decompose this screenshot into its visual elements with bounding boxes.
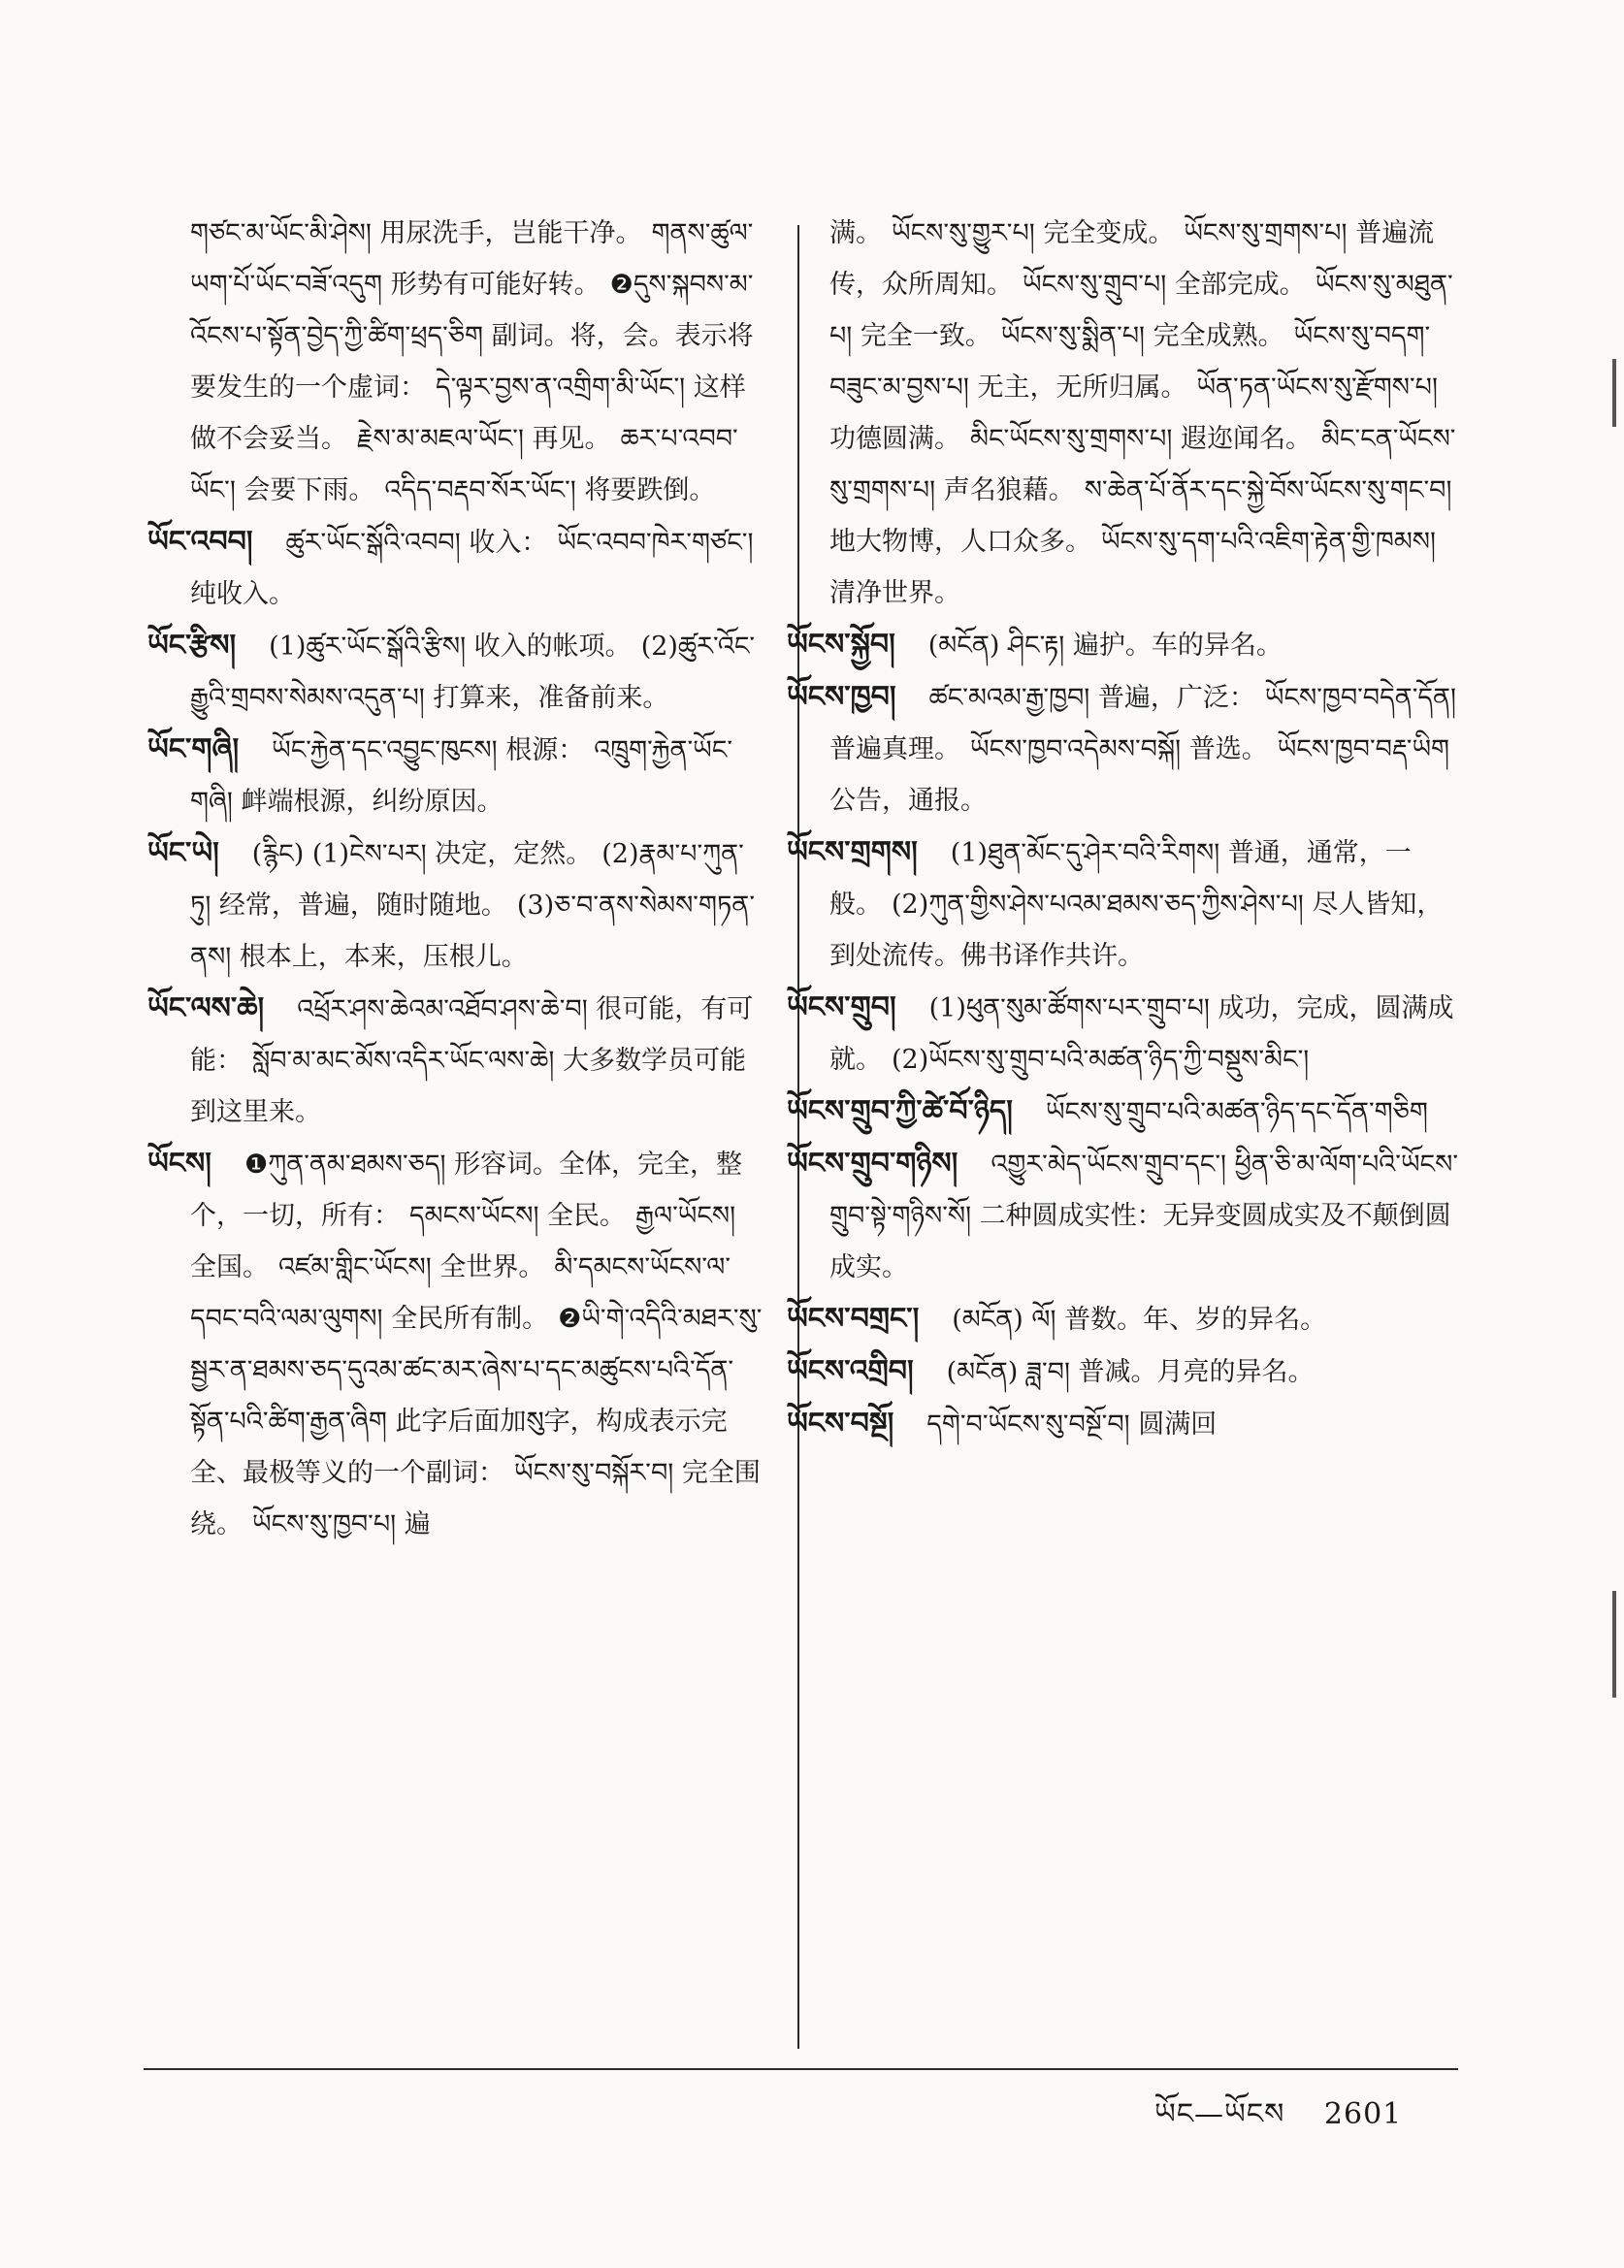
entry-headword: ཡོང་ལས་ཆེ། — [147, 991, 265, 1025]
dictionary-entry — [147, 1138, 763, 1550]
dictionary-entry — [787, 1345, 1460, 1398]
entry-definition-segment: ཡོང་འབབ་ཁེར་གཙང་། 纯收入。 — [190, 528, 754, 609]
entry-definition-segment: (2)རྣམ་པ་ཀུན་ཏུ། 经常，普遍，随时随地。 — [190, 839, 744, 921]
entry-definition-segment: ཡོངས་ཁྱབ་བདེན་དོན། 普遍真理。 — [829, 683, 1457, 764]
entry-definition-segment: (2)ཡོངས་སུ་གྲུབ་པའི་མཚན་ཉིད་ཀྱི་བསྡུས་མིང་། — [892, 1045, 1310, 1075]
entry-definition-segment: (མངོན) ཟླ་བ། 普减。月亮的异名。 — [946, 1357, 1315, 1387]
entry-definition-segment: (རྙིང) (1)ངེས་པར། 决定，定然。 — [251, 839, 593, 869]
dictionary-entry — [787, 982, 1460, 1085]
entry-headword: ཡོང་གཞི། — [147, 732, 240, 766]
dictionary-entry — [787, 1085, 1460, 1138]
entry-definition-segment: རྒྱལ་ཡོངས། 全国。 — [190, 1201, 736, 1282]
entry-definition-segment: ཡོངས་ཁྱབ་འདེམས་བསྐོ། 普选。 — [970, 734, 1268, 764]
entry-definition-segment: (1)ཚུར་ཡོང་སྒོའི་རྩིས། 收入的帐项。 — [269, 632, 632, 662]
entry-definition-segment: (མངོན) ཤིང་རྟ། 遍护。车的异名。 — [927, 631, 1283, 661]
column-divider — [797, 225, 799, 2049]
entry-definition-segment: ཚང་མའམ་རྒྱ་ཁྱབ། 普遍，广泛： — [928, 683, 1255, 713]
dictionary-entry — [147, 827, 763, 983]
entry-headword: ཡོངས་འགྲིབ། — [787, 1354, 914, 1388]
entry-headword: ཡོང་འབབ། — [147, 525, 253, 559]
entry-definition-segment: གཙང་མ་ཡོང་མི་ཤེས། 用尿洗手，岂能干净。 — [190, 218, 642, 248]
entry-definition-segment: (1)ཕུན་སུམ་ཚོགས་པར་གྲུབ་པ། 成功，完成，圆满成就。 — [829, 993, 1454, 1075]
dictionary-entry — [787, 671, 1460, 826]
entry-definition-segment: ཆར་པ་འབབ་ཡོང་། 会要下雨。 — [190, 424, 738, 505]
dictionary-entry — [147, 516, 763, 620]
entry-definition-segment: འགྱུར་མེད་ཡོངས་གྲུབ་དང་། ཕྱིན་ཅི་མ་ལོག་པའི་ཡོངས་གྲུབ་སྟེ་གཉིས་སོ། 二种圆成实性：无异变圆成实及不颠倒圆成实。 — [829, 1150, 1459, 1282]
entry-definition-segment: སློབ་མ་མང་མོས་འདིར་ཡོང་ལས་ཆེ། 大多数学员可能到这里来。 — [190, 1046, 746, 1127]
entry-definition-segment: མིང་ངན་ཡོངས་སུ་གྲགས་པ། 声名狼藉。 — [829, 424, 1456, 505]
entry-headword: ཡོངས་གྲགས། — [787, 835, 918, 869]
entry-definition-segment: དམངས་ཡོངས། 全民。 — [409, 1201, 627, 1231]
entry-definition-segment: རྗེས་མ་མཇལ་ཡོང་། 再见。 — [357, 424, 611, 454]
entry-definition-segment: ཡོངས་སུ་གྲུབ་པའི་མཚན་ཉིད་དང་དོན་གཅིག — [1045, 1097, 1428, 1127]
scan-margin-mark — [1612, 1591, 1616, 1698]
entry-definition-segment: ཡོངས་སུ་སྨིན་པ། 完全成熟。 — [1000, 321, 1284, 351]
dictionary-entry — [787, 826, 1460, 982]
entry-definition-segment: ཡོངས་ཁྱབ་བརྡ་ཡིག 公告，通报。 — [829, 734, 1450, 816]
entry-definition-segment: ཡོངས་སུ་བདག་བཟུང་མ་བྱས་པ། 无主，无所归属。 — [829, 321, 1431, 403]
entry-headword: ཡོངས་གྲུབ་ཀྱི་ཚེ་བོ་ཉིད། — [787, 1094, 1013, 1128]
dictionary-entry — [147, 983, 763, 1138]
entry-definition-segment: (1)ཐུན་མོང་དུ་ཤེར་བའི་རིགས། 普通，通常，一般。 — [829, 838, 1412, 920]
entry-definition-segment: (མངོན) ལོ། 普数。年、岁的异名。 — [952, 1305, 1327, 1335]
dictionary-entry — [787, 1293, 1460, 1345]
entry-definition-segment: ཡོངས་སུ་དག་པའི་འཇིག་རྟེན་གྱི་ཁམས། 清净世界。 — [829, 527, 1437, 608]
entry-definition-segment: ཡོན་ཏན་ཡོངས་སུ་རྫོགས་པ། 功德圆满。 — [829, 373, 1438, 454]
entry-definition-segment: 满。 — [829, 218, 882, 248]
entry-definition-segment: འཁྲུག་རྐྱེན་ཡོང་གཞི། 衅端根源，纠纷原因。 — [190, 735, 732, 817]
entry-definition-segment: ས་ཆེན་པོ་ནོར་དང་སྐྱེ་བོས་ཡོངས་སུ་གང་བ། 地大物博，人口众多。 — [829, 475, 1452, 557]
entry-definition-segment: འཕྲོར་ཤས་ཆེའམ་འཐོབ་ཤས་ཆེ་བ། 很可能，有可能： — [190, 994, 754, 1076]
entry-definition-segment: གནས་ཚུལ་ཡག་པོ་ཡོང་བཟོ་འདུག 形势有可能好转。 — [190, 218, 754, 300]
entry-definition-segment: མིང་ཡོངས་སུ་གྲགས་པ། 遐迩闻名。 — [970, 424, 1312, 454]
entry-headword: ཡོངས་བགྲང་། — [787, 1302, 920, 1336]
entry-definition-segment: ཡོང་རྐྱེན་དང་འབྱུང་ཁུངས། 根源： — [272, 735, 585, 765]
entry-definition-segment: དེ་ལྟར་བྱས་ན་འགྲིག་མི་ཡོང་། 这样做不会妥当。 — [190, 373, 746, 454]
entry-definition-segment: ❶ཀུན་ནམ་ཐམས་ཅད། 形容词。全体，完全，整个，一切，所有： — [190, 1150, 743, 1231]
dictionary-entry — [147, 620, 763, 724]
entry-headword: ཡོངས་སྐྱོབ། — [787, 628, 895, 662]
dictionary-entry — [787, 1398, 1460, 1450]
dictionary-entry — [829, 208, 1460, 619]
entry-definition-segment: འཛམ་གླིང་ཡོངས། 全世界。 — [278, 1252, 545, 1282]
entry-headword: ཡོངས་གྲུབ་གཉིས། — [787, 1147, 958, 1181]
entry-definition-segment: ❷དུས་སྐབས་མ་འོངས་པ་སྟོན་བྱེད་ཀྱི་ཚིག་ཕྲད་ཅིག 副词。将，会。表示将要发生的一个虚词： — [190, 270, 754, 403]
dictionary-entry — [147, 724, 763, 827]
page-footer — [1154, 2082, 1402, 2163]
entry-definition-segment: ཚུར་ཡོང་སྒོའི་འབབ། 收入： — [285, 528, 548, 558]
entry-definition-segment: ❷ཡི་གེ་འདིའི་མཐར་སུ་སྦྱར་ན་ཐམས་ཅད་དུའམ་ཚང་མར་ཞེས་པ་དང་མཚུངས་པའི་དོན་སྟོན་པའི་ཚིག་རྒྱན་ཞིག 此字后面加སུ字，构成表示完全、最极等义的一个副词： — [190, 1304, 763, 1488]
dictionary-entry — [787, 1138, 1460, 1293]
entry-definition-segment: ཡོངས་སུ་གྲུབ་པ། 全部完成。 — [1023, 270, 1306, 300]
entry-definition-segment: ཡོངས་སུ་ཁྱབ་པ། 遍 — [252, 1509, 431, 1539]
bottom-rule — [144, 2068, 1458, 2070]
entry-definition-segment: ཡོངས་སུ་བསྐོར་བ། 完全围绕。 — [190, 1458, 761, 1539]
right-column — [787, 208, 1460, 1450]
dictionary-entry — [190, 208, 763, 516]
left-column — [147, 208, 763, 1550]
entry-headword: ཡོངས་ཁྱབ། — [787, 680, 896, 714]
dictionary-entry — [787, 619, 1460, 671]
scan-margin-mark — [1612, 359, 1616, 427]
entry-definition-segment: མི་དམངས་ཡོངས་ལ་དབང་བའི་ལམ་ལུགས། 全民所有制。 — [190, 1252, 731, 1334]
entry-definition-segment: (2)ཀུན་གྱིས་ཤེས་པའམ་ཐམས་ཅད་ཀྱིས་ཤེས་པ། 尽人皆知，到处流传。佛书译作共许。 — [829, 890, 1444, 971]
entry-headword: ཡོང་ཡེ། — [147, 836, 219, 870]
guide-words: ཡོང—ཡོངས — [1154, 2097, 1285, 2131]
entry-headword: ཡོངས་གྲུབ། — [787, 990, 896, 1024]
entry-definition-segment: འདིད་བརྡབ་སོར་ཡོང་། 将要跌倒。 — [384, 475, 716, 505]
entry-definition-segment: དགེ་བ་ཡོངས་སུ་བསྔོ་བ། 圆满回 — [926, 1409, 1218, 1440]
entry-headword: ཡོང་རྩིས། — [147, 629, 237, 663]
entry-definition-segment: ཡོངས་སུ་མཐུན་པ། 完全一致。 — [829, 270, 1453, 351]
entry-definition-segment: ཡོངས་སུ་གྲགས་པ། 普遍流传，众所周知。 — [829, 218, 1435, 300]
entry-definition-segment: ཡོངས་སུ་གྱུར་པ། 完全变成。 — [892, 218, 1175, 248]
entry-definition-segment: (3)ཅ་བ་ནས་སེམས་གཏན་ནས། 根本上，本来，压根儿。 — [190, 891, 755, 972]
page-number: 2601 — [1323, 2097, 1403, 2131]
entry-headword: ཡོངས། — [147, 1147, 211, 1181]
entry-headword: ཡོངས་བསྔོ། — [787, 1407, 894, 1441]
entry-definition-segment: (2)ཚུར་འོང་རྒྱུའི་གྲབས་སེམས་འདུན་པ། 打算来，准备前来。 — [190, 632, 756, 713]
